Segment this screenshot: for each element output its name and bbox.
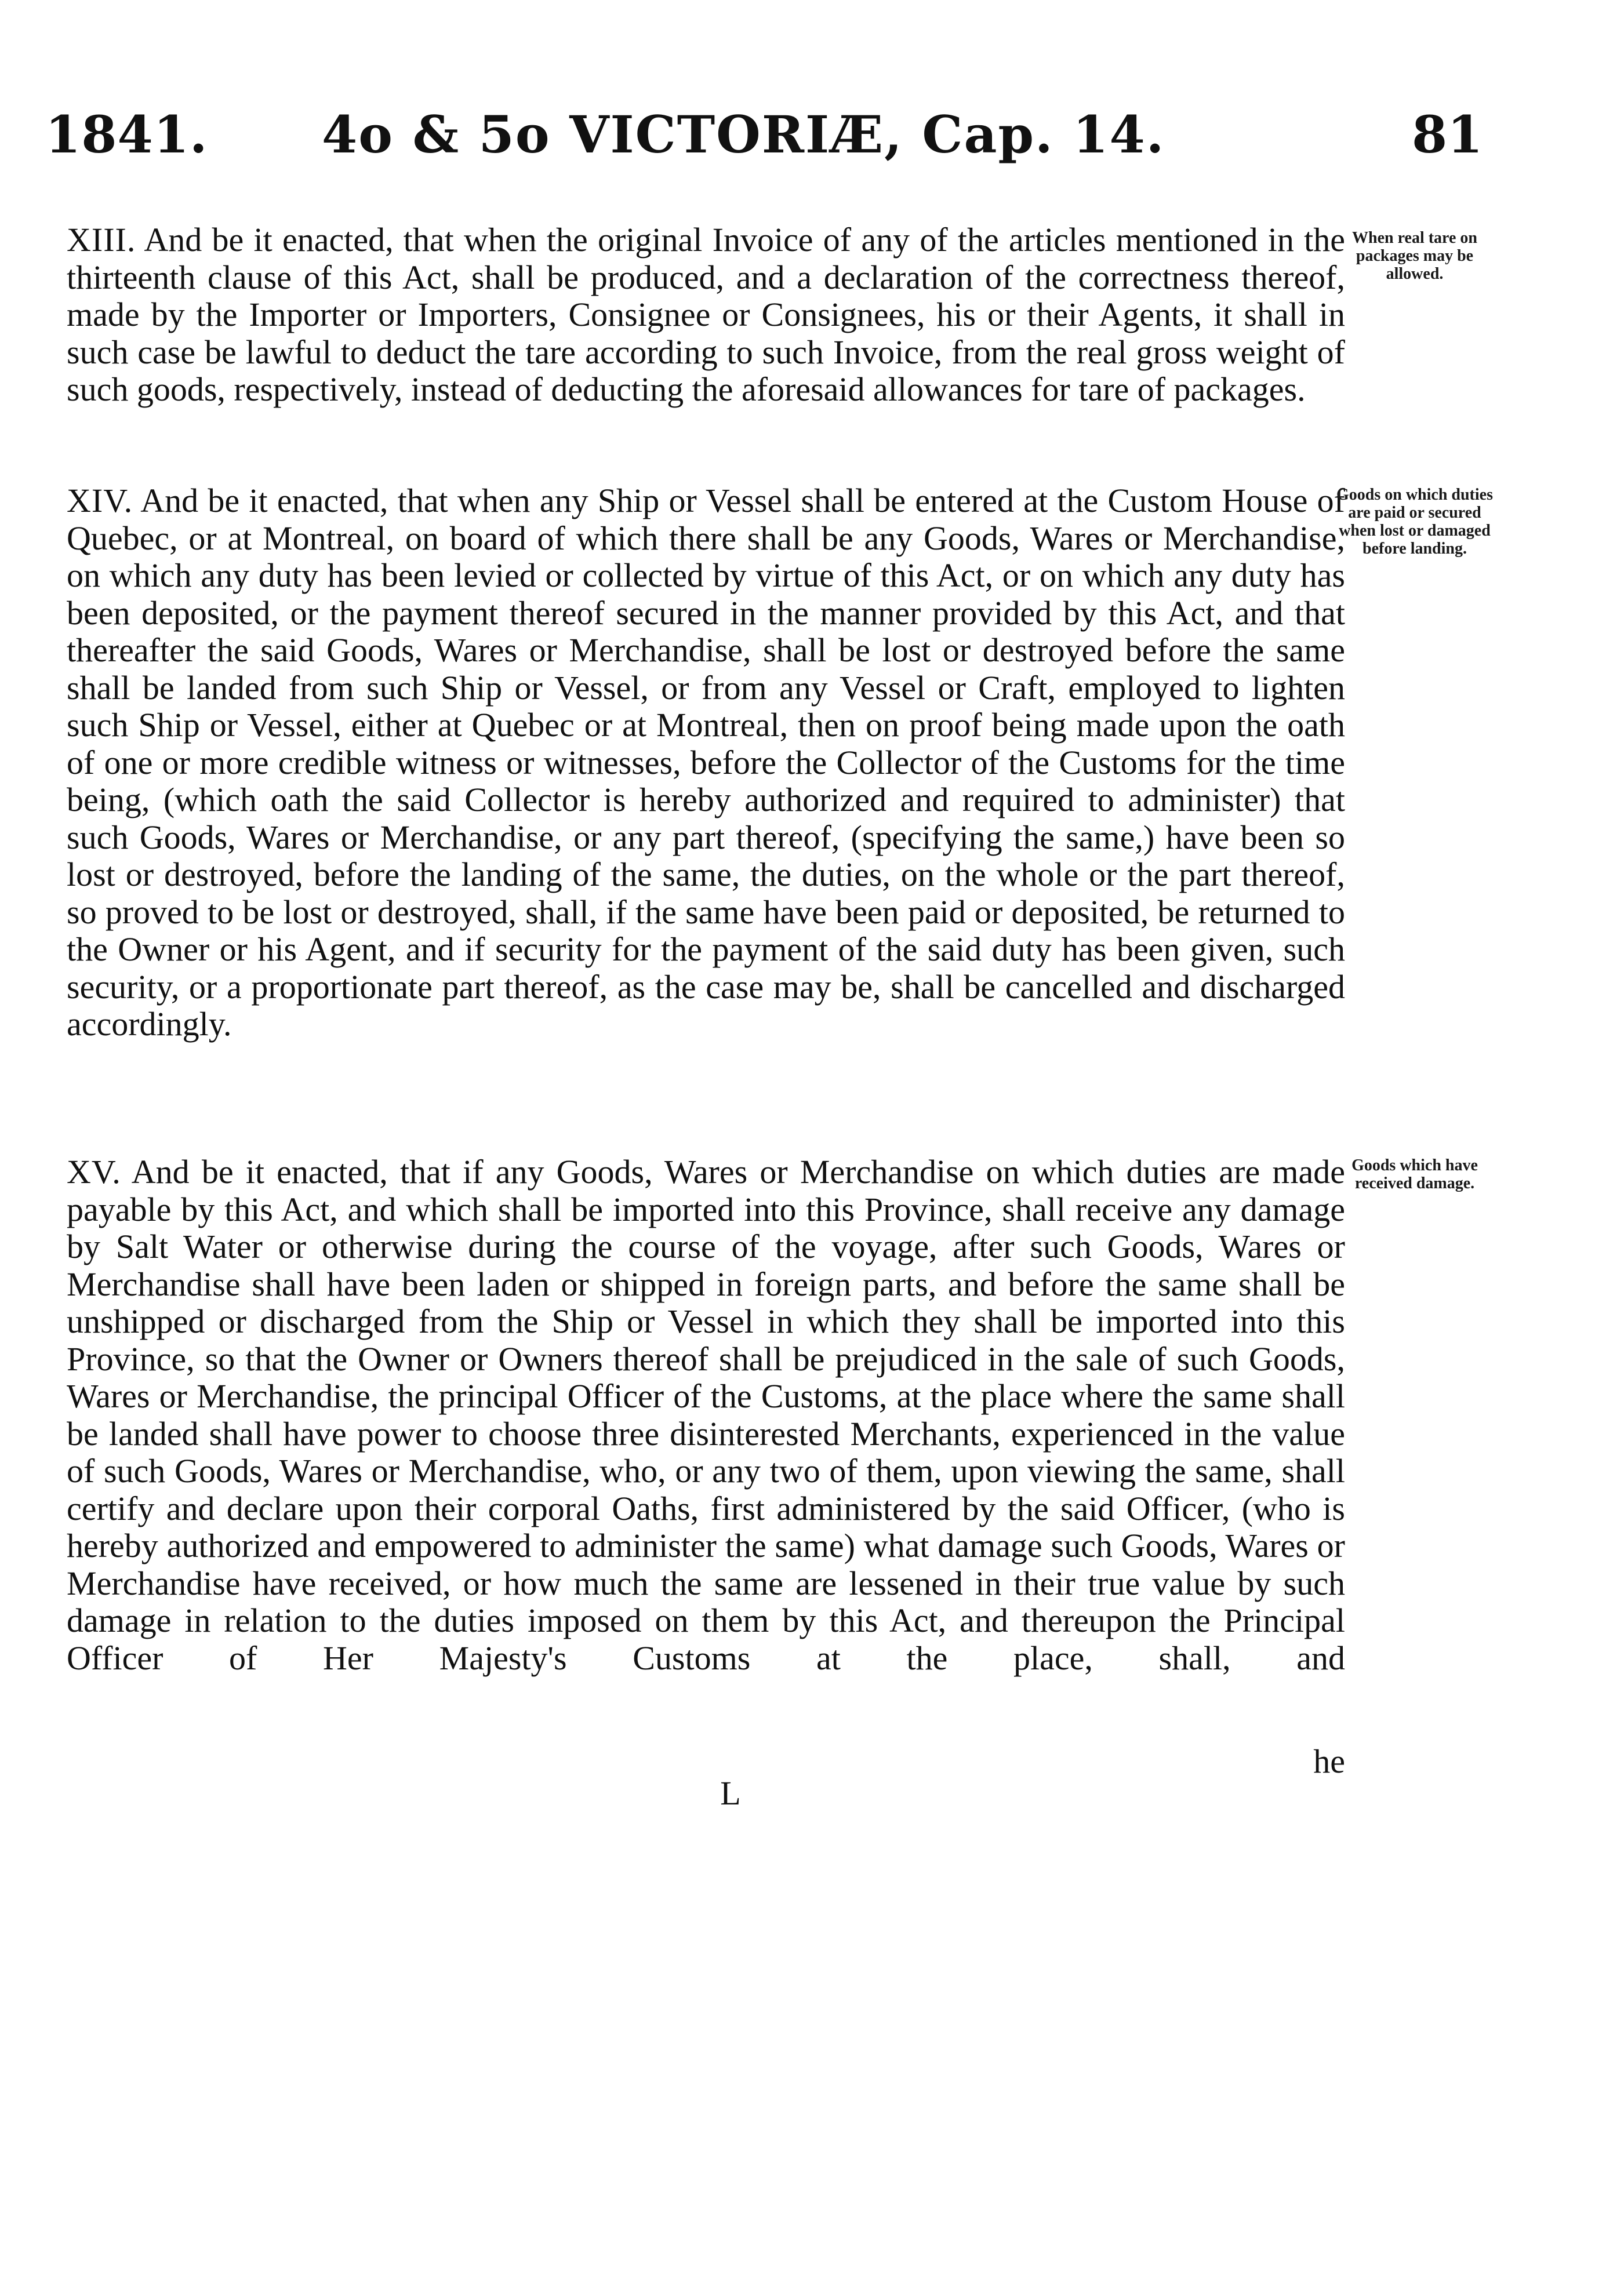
running-header	[0, 104, 1606, 185]
page-number: 81	[1412, 104, 1483, 165]
section-xiii-paragraph	[67, 221, 1345, 409]
margin-note-xiv: Goods on which duties are paid or secured when lost or damaged before landing.	[1336, 486, 1493, 558]
section-xv	[67, 1154, 1345, 1677]
header-title: 4o & 5o VICTORIÆ, Cap. 14.	[322, 104, 1165, 165]
section-text: And be it enacted, that if any Goods, Wares or Merchandise on which duties are made payable by this Act, and which shall be imported into this Province, shall receive any damage by Salt Water or otherwise during the course of the voyage, after such Goods, Wares or Merchandise shall have been laden or shipped in foreign parts, and before the same shall be unshipped or discharged from the Ship or Vessel in which they shall be imported into this Province, so that the Owner or Owners thereof shall be prejudiced in the sale of such Goods, Wares or Merchandise, the principal Officer of the Customs, at the place where the same shall be landed shall have power to choose three disinterested Merchants, experienced in the value of such Goods, Wares or Merchandise, who, or any two of them, upon viewing the same, shall certify and declare upon their corporal Oaths, first administered by the said Officer, (who is hereby authorized and empowered to administer the same) what damage such Goods, Wares or Merchandise have received, or how much the same are lessened in their true value by such damage in relation to the duties imposed on them by this Act, and thereupon the Principal Officer of Her Majesty's Customs at the place, shall, and	[67, 1153, 1345, 1677]
header-year: 1841.	[45, 104, 208, 165]
section-number: XIII.	[67, 221, 136, 259]
margin-note-xiii: When real tare on packages may be allowed.	[1352, 229, 1477, 283]
section-text: And be it enacted, that when any Ship or Vessel shall be entered at the Custom House of Quebec, or at Montreal, on board of which there shall be any Goods, Wares or Merchandise, on which any duty has been levied or collected by virtue of this Act, or on which any duty has been deposited, or the payment thereof secured in the manner provided by this Act, and that thereafter the said Goods, Wares or Merchandise, shall be lost or destroyed before the same shall be landed from such Ship or Vessel, or from any Vessel or Craft, employed to lighten such Ship or Vessel, either at Quebec or at Montreal, then on proof being made upon the oath of one or more credible witness or witnesses, before the Collector of the Customs for the time being, (which oath the said Collector is hereby authorized and required to administer) that such Goods, Wares or Merchandise, or any part thereof, (specifying the same,) have been so lost or destroyed, before the landing of the same, the duties, on the whole or the part thereof, so proved to be lost or destroyed, shall, if the same have been paid or deposited, be returned to the Owner or his Agent, and if security for the payment of the said duty has been given, such security, or a proportionate part thereof, as the case may be, shall be cancelled and discharged accordingly.	[67, 482, 1345, 1043]
section-number: XIV.	[67, 482, 133, 519]
section-number: XV.	[67, 1153, 121, 1191]
section-xv-paragraph	[67, 1154, 1345, 1677]
section-xiv	[67, 482, 1345, 1043]
section-xiv-paragraph	[67, 482, 1345, 1043]
margin-note-xv: Goods which have received damage.	[1351, 1156, 1478, 1192]
catchword: he	[1313, 1742, 1345, 1780]
section-text: And be it enacted, that when the original Invoice of any of the articles mentioned in the thirteenth clause of this Act, shall be produced, and a declaration of the correctness thereof, made by the Importer or Importers, Consignee or Consignees, his or their Agents, it shall in such case be lawful to deduct the tare according to such Invoice, from the real gross weight of such goods, respectively, instead of deducting the aforesaid allowances for tare of packages.	[67, 221, 1345, 408]
signature-mark: L	[720, 1774, 741, 1812]
section-xiii	[67, 221, 1345, 409]
